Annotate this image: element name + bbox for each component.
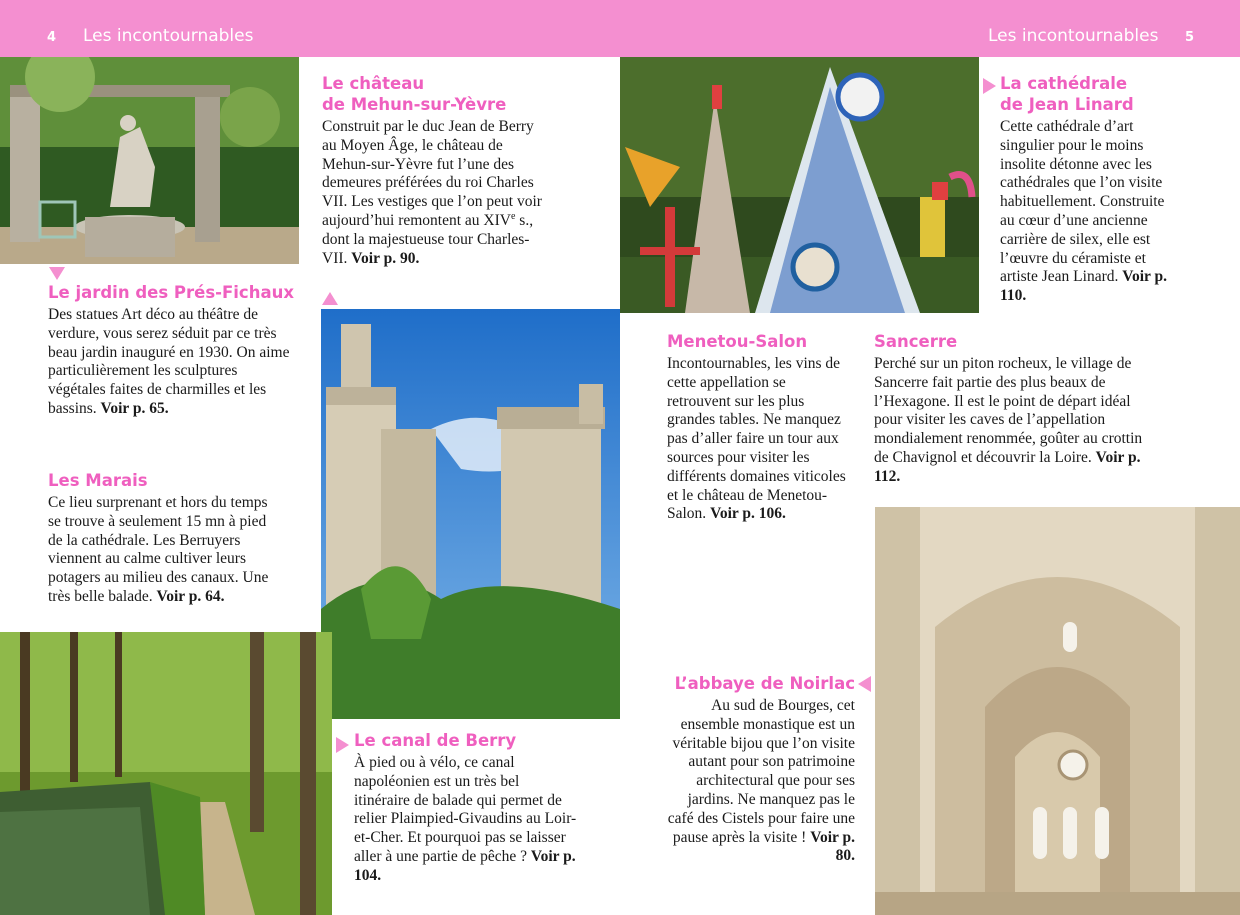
sancerre-page-ref: Voir p. 112. bbox=[874, 448, 1141, 485]
noirlac-title: L’abbaye de Noirlac bbox=[674, 674, 855, 693]
pointer-down-arrow-icon bbox=[49, 267, 65, 280]
cathedrale-title: La cathédrale de Jean Linard bbox=[1000, 74, 1134, 114]
castle-photo bbox=[321, 309, 620, 719]
pres-fichaux-title: Le jardin des Prés-Fichaux bbox=[48, 283, 294, 302]
abbey-photo bbox=[875, 507, 1240, 915]
entry-cathedrale bbox=[1000, 73, 1178, 306]
entry-sancerre bbox=[874, 331, 1159, 487]
pres-fichaux-text: Des statues Art déco au théâtre de verdure, vous serez séduit par ce très beau jardin inauguré en 1930. On aime particulièrement les sculptures végétales faites de charmilles et les bassins. Voir p. 65. bbox=[48, 306, 290, 417]
entry-menetou bbox=[667, 331, 851, 524]
entry-marais bbox=[48, 470, 270, 607]
right-page-number: 5 bbox=[1185, 30, 1195, 45]
mosaic-photo bbox=[620, 57, 979, 313]
left-running-title: Les incontournables bbox=[83, 26, 254, 46]
menetou-page-ref: Voir p. 106. bbox=[710, 505, 786, 523]
marais-title: Les Marais bbox=[48, 471, 148, 490]
canal-text: À pied ou à vélo, ce canal napoléonien est un très bel itinéraire de balade qui permet de relier Plaimpied-Givaudins au Loir-et-Cher. Et pourquoi pas se laisser aller à une partie de pêche ? Voir p. 104. bbox=[354, 754, 577, 884]
sancerre-text: Perché sur un piton rocheux, le village de Sancerre fait partie des plus beaux de l’Hexagone. Il est le point de départ idéal pour visiter les caves de l’appellation mondialement renommée, goûter au crottin de Chavignol et découvrir la Loire. Voir p. 112. bbox=[874, 355, 1143, 485]
entry-noirlac bbox=[665, 673, 855, 866]
pointer-up-arrow-icon bbox=[322, 292, 338, 305]
left-page-number: 4 bbox=[47, 30, 57, 45]
garden-photo bbox=[0, 57, 299, 264]
pointer-right-arrow-icon-2 bbox=[983, 78, 996, 94]
noirlac-page-ref: Voir p. 80. bbox=[810, 828, 855, 865]
pres-fichaux-page-ref: Voir p. 65. bbox=[100, 399, 169, 417]
sancerre-title: Sancerre bbox=[874, 332, 958, 351]
canal-photo bbox=[0, 632, 332, 915]
menetou-title: Menetou-Salon bbox=[667, 332, 808, 351]
canal-page-ref: Voir p. 104. bbox=[354, 847, 576, 884]
marais-page-ref: Voir p. 64. bbox=[156, 587, 225, 605]
entry-mehun bbox=[322, 73, 547, 268]
cathedrale-text: Cette cathédrale d’art singulier pour le moins insolite détonne avec les cathédrales que l’on visite habituellement. Construite au cœur d’une ancienne carrière de silex, elle est l’œuvre du céramiste et artiste Jean Linard. Voir p. 110. bbox=[1000, 118, 1168, 305]
canal-title: Le canal de Berry bbox=[354, 731, 517, 750]
menetou-text: Incontournables, les vins de cette appellation se retrouvent sur les plus grandes tables. Ne manquez pas d’aller faire un tour aux sources pour visiter les différents domaines viticoles et le château de Menetou-Salon. Voir p. 106. bbox=[667, 355, 846, 523]
marais-text: Ce lieu surprenant et hors du temps se trouve à seulement 15 mn à pied de la cathédrale. Les Berruyers viennent au calme cultiver leurs potagers au milieu des canaux. Une très belle balade. Voir p. 64. bbox=[48, 494, 269, 605]
pointer-left-arrow-icon bbox=[858, 676, 871, 692]
noirlac-text: Au sud de Bourges, cet ensemble monastique est un véritable bijou que l’on visite autant pour son patrimoine architectural que pour ses jardins. Ne manquez pas le café des Cistels pour faire une pause après la visite ! Voir p. 80. bbox=[667, 697, 855, 865]
mehun-text: Construit par le duc Jean de Berry au Moyen Âge, le château de Mehun-sur-Yèvre fut l’une des demeures préférées du roi Charles VII. Les vestiges que l’on peut voir aujourd’hui remontent au XIVe s., dont la majestueuse tour Charles-VII. Voir p. 90. bbox=[322, 118, 542, 267]
entry-canal bbox=[354, 730, 579, 886]
right-running-title: Les incontournables bbox=[988, 26, 1159, 46]
entry-pres-fichaux bbox=[48, 282, 298, 419]
pointer-right-arrow-icon bbox=[336, 737, 349, 753]
cathedrale-page-ref: Voir p. 110. bbox=[1000, 268, 1168, 305]
mehun-title: Le château de Mehun-sur-Yèvre bbox=[322, 74, 507, 114]
mehun-page-ref: Voir p. 90. bbox=[351, 249, 420, 267]
